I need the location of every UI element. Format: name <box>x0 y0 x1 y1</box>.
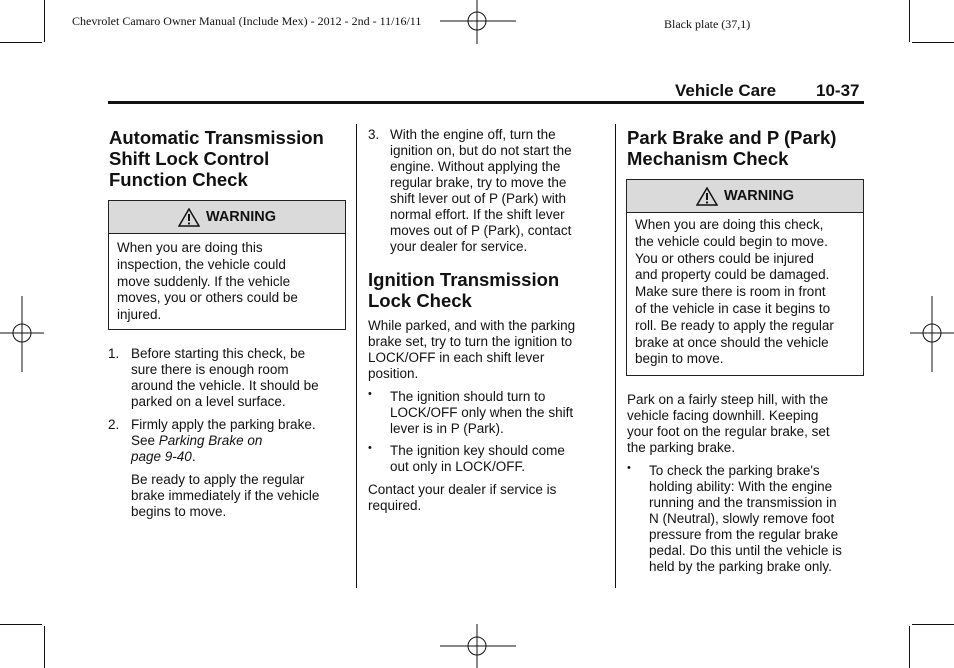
paragraph: Contact your dealer if service is required. <box>368 482 557 513</box>
warning-label: WARNING <box>205 209 277 225</box>
bullet-item <box>368 389 608 437</box>
warning-box <box>108 200 346 330</box>
column-divider <box>615 124 616 588</box>
crop-mark <box>44 626 45 668</box>
crop-mark <box>912 624 954 625</box>
warning-text: When you are doing this inspection, the vehicle could move suddenly. If the vehicle moves, you or others could be injured. <box>117 240 298 323</box>
column-divider <box>356 124 357 588</box>
crop-mark <box>909 0 910 42</box>
crosshair-registration-icon <box>440 624 516 668</box>
step-text: With the engine off, turn the ignition on, but do not start the engine. Without applying the regular brake, try to move the shift lever out of P (Park) with normal effort. If the shift lever moves out of P (Park), contact your dealer for service. <box>390 127 572 254</box>
paragraph: Be ready to apply the regular brake immediately if the vehicle begins to move. <box>131 472 320 519</box>
crop-mark <box>0 624 42 625</box>
bullet-glyph: • <box>627 462 631 474</box>
warning-box <box>626 179 864 376</box>
cross-reference-link[interactable]: page 9-40 <box>131 449 192 464</box>
paragraph: While parked, and with the parking brake set, try to turn the ignition to LOCK/OFF in each shift lever position. <box>368 318 576 381</box>
crosshair-registration-icon <box>440 0 516 44</box>
crop-mark <box>0 42 42 43</box>
bullet-item <box>627 463 867 575</box>
warning-triangle-icon <box>178 208 200 227</box>
bullet-glyph: • <box>368 388 372 400</box>
step-number: 2. <box>108 417 120 432</box>
bullet-text: The ignition should turn to LOCK/OFF only when the shift lever is in P (Park). <box>390 389 574 436</box>
document-info: Chevrolet Camaro Owner Manual (Include Mex) - 2012 - 2nd - 11/16/11 <box>72 14 422 28</box>
crosshair-registration-icon <box>910 296 954 372</box>
bullet-text: The ignition key should come out only in LOCK/OFF. <box>390 443 565 474</box>
cross-reference-link[interactable]: Parking Brake on <box>158 433 263 448</box>
section-heading: Park Brake and P (Park) Mechanism Check <box>627 127 837 169</box>
page-number: 10-37 <box>816 81 860 100</box>
bullet-glyph: • <box>368 442 372 454</box>
plate-info: Black plate (37,1) <box>664 17 751 31</box>
section-heading: Automatic Transmission Shift Lock Control Function Check <box>109 127 324 190</box>
bullet-item <box>368 443 608 475</box>
header-rule <box>108 101 864 104</box>
list-item <box>108 417 348 465</box>
crosshair-registration-icon <box>0 296 44 372</box>
warning-header <box>627 180 863 213</box>
section-title: Vehicle Care <box>675 81 777 100</box>
step-number: 1. <box>108 346 120 361</box>
crop-mark <box>909 626 910 668</box>
crop-mark <box>44 0 45 42</box>
list-item <box>368 127 608 255</box>
warning-header <box>109 201 345 234</box>
step-number: 3. <box>368 127 380 142</box>
list-item <box>108 346 348 410</box>
paragraph: Park on a fairly steep hill, with the vehicle facing downhill. Keeping your foot on the regular brake, set the parking brake. <box>627 392 830 455</box>
crop-mark <box>912 42 954 43</box>
section-heading: Ignition Transmission Lock Check <box>368 269 560 311</box>
step-text: Before starting this check, be sure there is enough room around the vehicle. It should be parked on a level surface. <box>131 346 319 409</box>
warning-triangle-icon <box>696 187 718 206</box>
warning-text: When you are doing this check, the vehicle could begin to move. You or others could be injured and property could be damaged. Make sure there is room in front of the vehicle in case it begins to roll. Be ready to apply the regular brake at once should the vehicle begin to move. <box>635 217 834 367</box>
step-text: Firmly apply the parking brake. See Parking Brake on page 9-40. <box>131 417 316 464</box>
warning-label: WARNING <box>723 188 795 204</box>
bullet-text: To check the parking brake's holding ability: With the engine running and the transmission in N (Neutral), slowly remove foot pressure from the regular brake pedal. Do this until the vehicle is held by the parking brake only. <box>649 463 842 574</box>
